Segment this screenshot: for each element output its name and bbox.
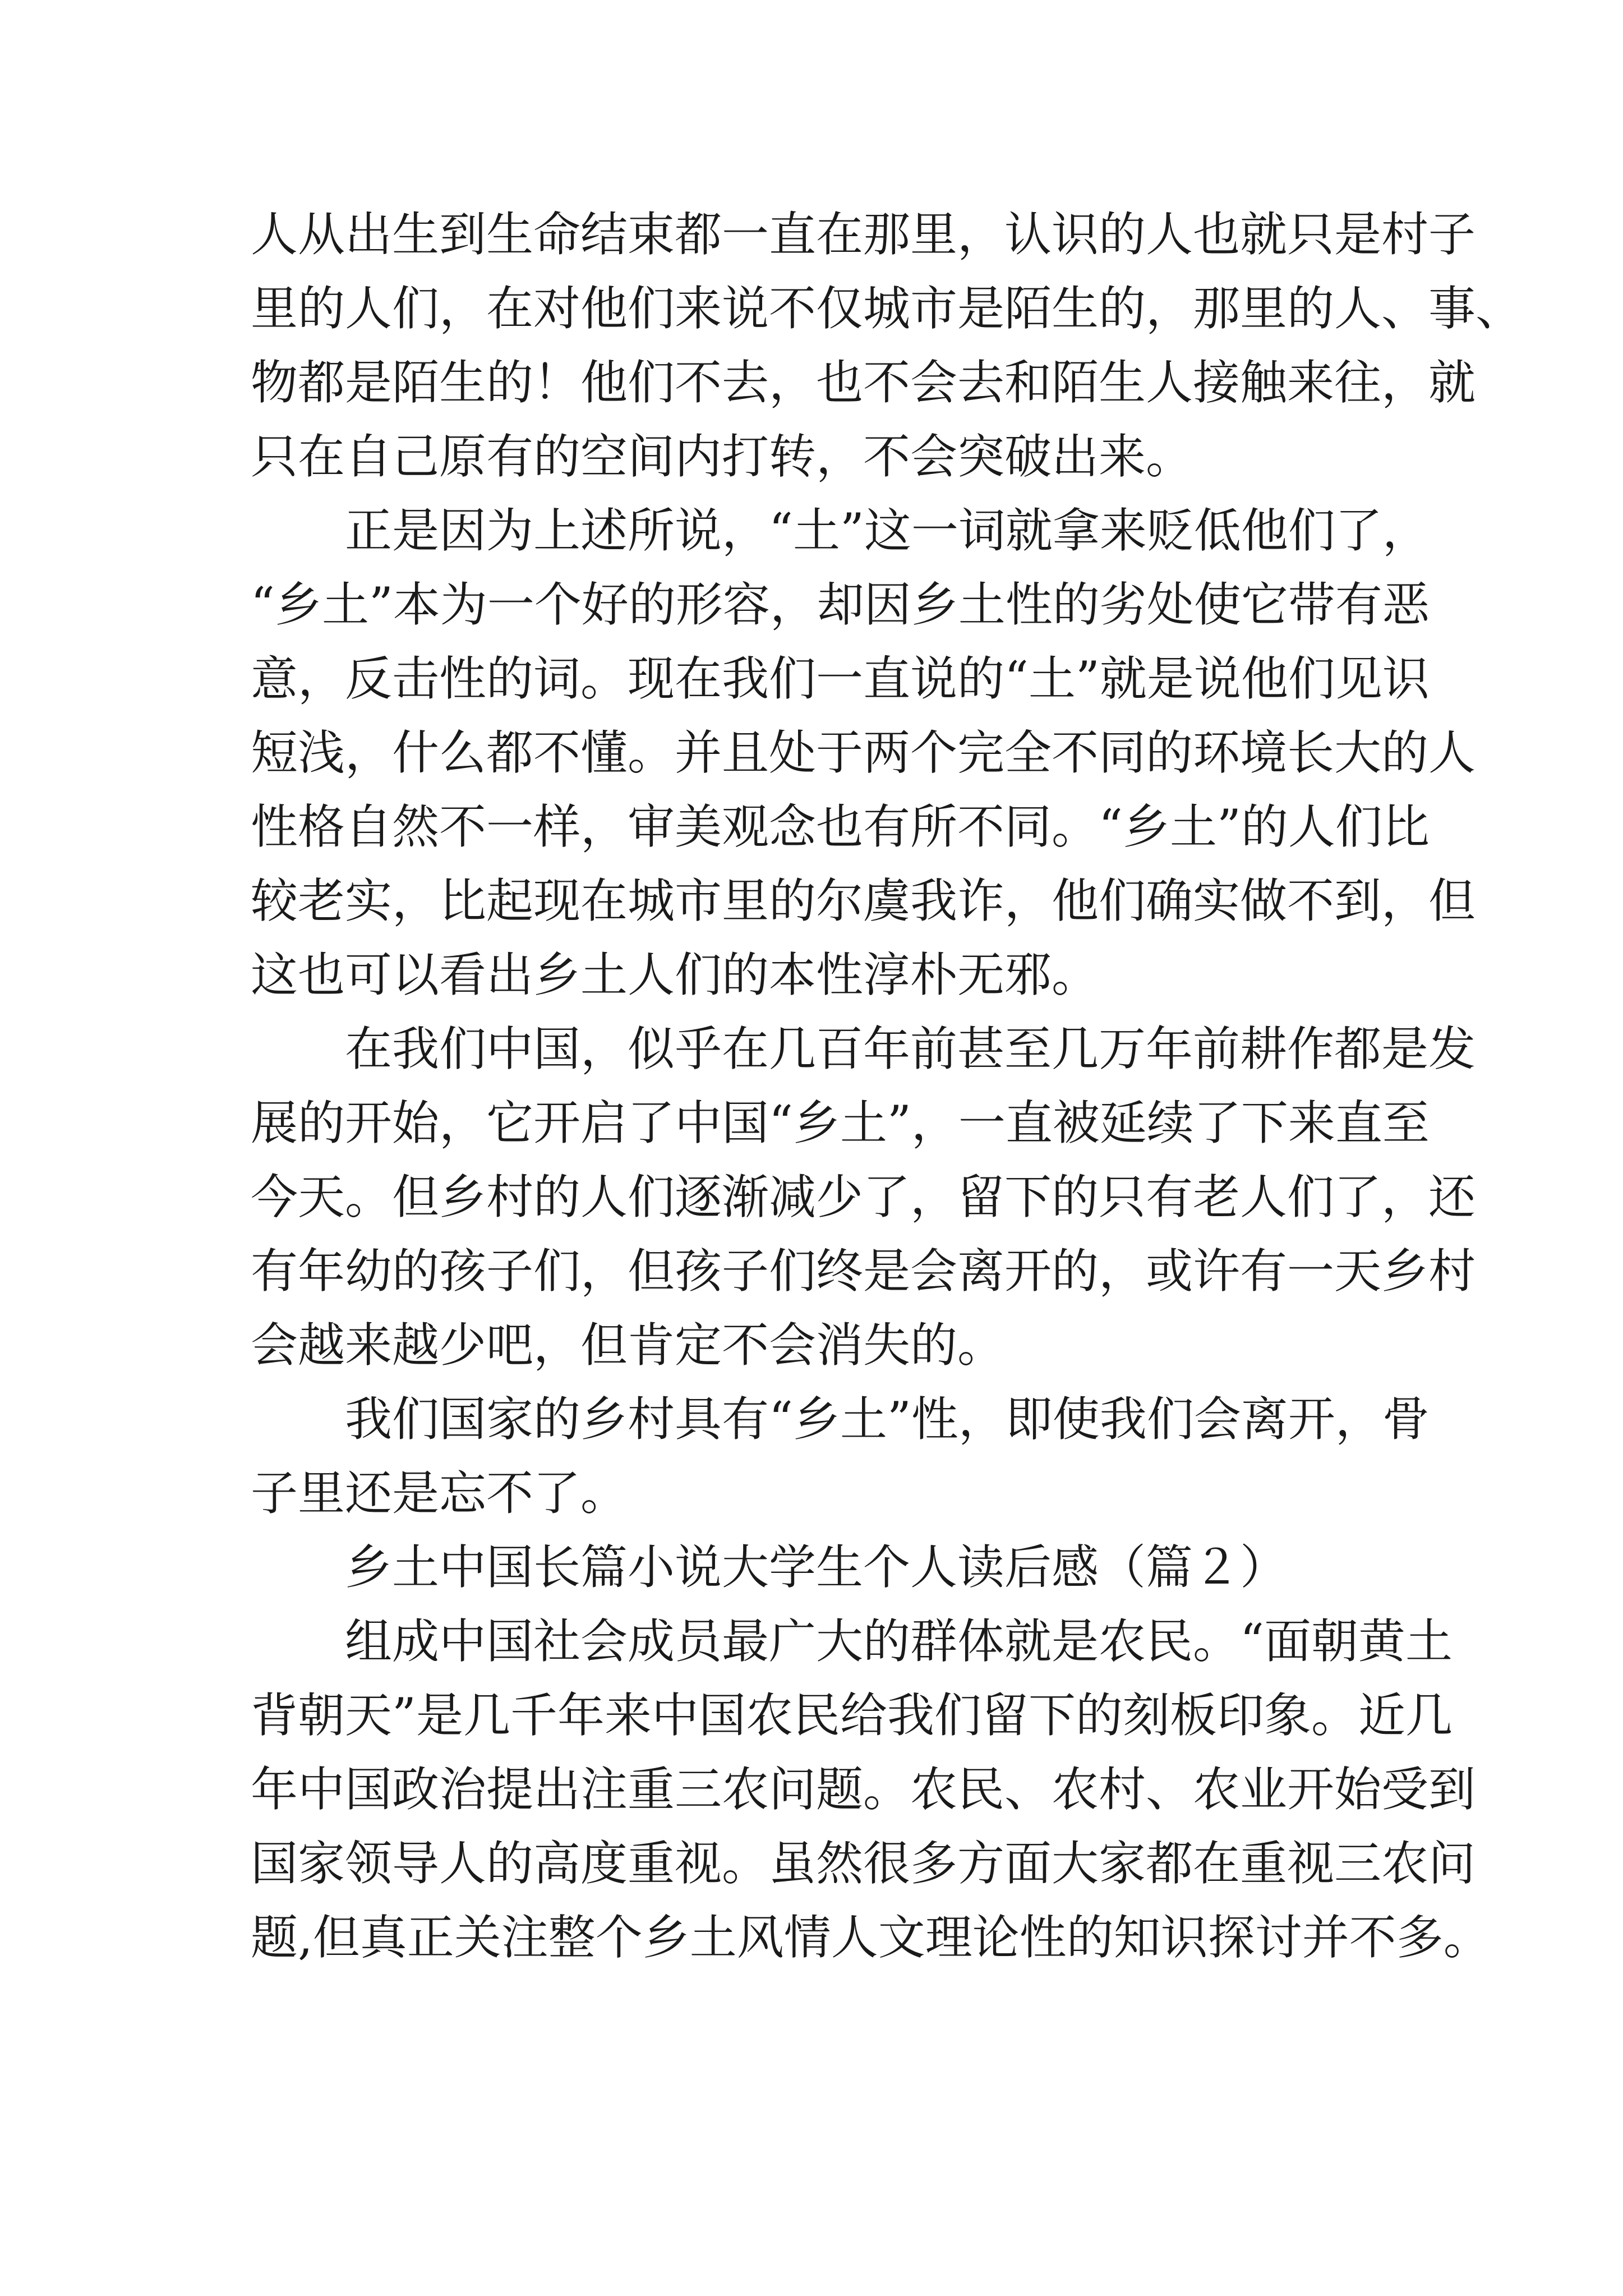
text-line: “乡土”本为一个好的形容，却因乡土性的劣处使它带有恶 [251,577,1430,632]
paragraph [251,494,1476,1012]
text-line: 物都是陌生的！他们不去，也不会去和陌生人接触来往，就 [251,355,1476,410]
paragraph [251,1012,1476,1382]
text-line: 国家领导人的高度重视。虽然很多方面大家都在重视三农问 [251,1836,1476,1891]
paragraph [251,1530,1384,1604]
text-line: 短浅，什么都不懂。并且处于两个完全不同的环境长大的人 [251,725,1476,780]
text-line: 今天。但乡村的人们逐渐减少了，留下的只有老人们了，还 [251,1170,1476,1225]
text-line: 里的人们，在对他们来说不仅城市是陌生的，那里的人、事、 [251,281,1523,336]
paragraph [251,1604,1491,1975]
paragraph [251,1382,1430,1530]
text-line: 会越来越少吧，但肯定不会消失的。 [251,1318,1005,1373]
text-line: 正是因为上述所说，“土”这一词就拿来贬低他们了， [345,503,1430,558]
text-line: 较老实，比起现在城市里的尔虞我诈，他们确实做不到，但 [251,873,1476,928]
text-line: 子里还是忘不了。 [251,1466,628,1521]
text-line: 乡土中国长篇小说大学生个人读后感（篇２） [345,1540,1288,1595]
text-line: 背朝天”是几千年来中国农民给我们留下的刻板印象。近几 [251,1688,1453,1743]
text-line: 展的开始，它开启了中国“乡土”，一直被延续了下来直至 [251,1096,1430,1151]
text-line: 这也可以看出乡土人们的本性淳朴无邪。 [251,947,1099,1002]
text-line: 组成中国社会成员最广大的群体就是农民。“面朝黄土 [345,1614,1453,1669]
text-line: 在我们中国，似乎在几百年前甚至几万年前耕作都是发 [345,1022,1476,1076]
text-line: 我们国家的乡村具有“乡土”性，即使我们会离开，骨 [345,1392,1430,1447]
text-line: 有年幼的孩子们，但孩子们终是会离开的，或许有一天乡村 [251,1244,1476,1299]
text-line: 意，反击性的词。现在我们一直说的“土”就是说他们见识 [251,651,1430,706]
text-line: 只在自己原有的空间内打转，不会突破出来。 [251,429,1193,484]
text-line: 年中国政治提出注重三农问题。农民、农村、农业开始受到 [251,1762,1476,1817]
text-line: 题,但真正关注整个乡土风情人文理论性的知识探讨并不多。 [251,1910,1491,1965]
document-body [251,197,1523,1975]
paragraph [251,197,1523,494]
text-line: 人从出生到生命结束都一直在那里，认识的人也就只是村子 [251,207,1476,262]
text-line: 性格自然不一样，审美观念也有所不同。“乡土”的人们比 [251,799,1430,854]
